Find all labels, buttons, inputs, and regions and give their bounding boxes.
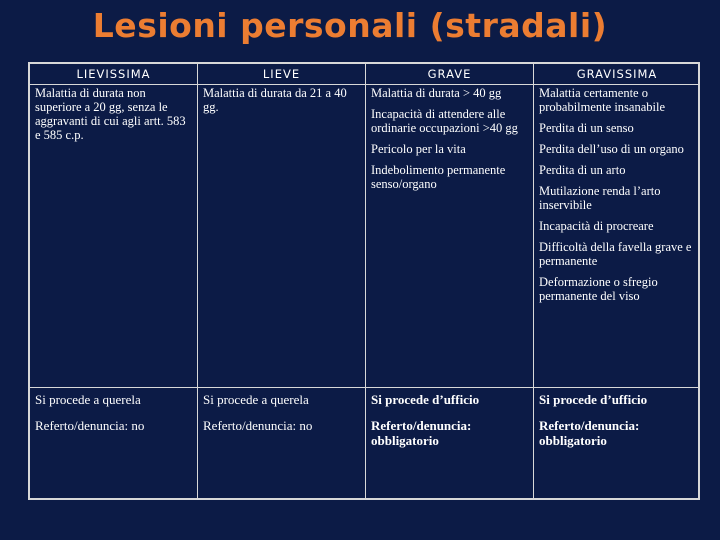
header-gravissima: GRAVISSIMA xyxy=(576,67,658,81)
referto-gravissima: Referto/denuncia: obbligatorio xyxy=(539,418,640,448)
injury-table xyxy=(28,62,700,500)
column-divider xyxy=(197,64,198,498)
lieve-text: Malattia di durata da 21 a 40 gg. xyxy=(203,86,347,114)
column-divider xyxy=(365,64,366,498)
referto-lieve: Referto/denuncia: no xyxy=(203,418,313,433)
header-lieve: LIEVE xyxy=(262,67,301,81)
grave-item: Incapacità di attendere alle ordinarie occupazioni >40 gg xyxy=(371,107,518,135)
header-lievissima: LIEVISSIMA xyxy=(76,67,151,81)
grave-item: Indebolimento permanente senso/organo xyxy=(371,163,506,191)
grave-item: Pericolo per la vita xyxy=(371,142,466,156)
gravissima-item: Difficoltà della favella grave e permanente xyxy=(539,240,692,268)
cell-lieve-desc xyxy=(203,86,360,121)
header-grave: GRAVE xyxy=(427,67,472,81)
referto-grave: Referto/denuncia: obbligatorio xyxy=(371,418,472,448)
cell-gravissima-desc xyxy=(539,86,696,310)
querela-grave: Si procede d’ufficio xyxy=(371,392,480,407)
gravissima-item: Perdita dell’uso di un organo xyxy=(539,142,684,156)
gravissima-item: Perdita di un senso xyxy=(539,121,634,135)
gravissima-item: Perdita di un arto xyxy=(539,163,626,177)
column-divider xyxy=(533,64,534,498)
body-divider xyxy=(30,387,698,388)
gravissima-item: Deformazione o sfregio permanente del viso xyxy=(539,275,658,303)
grave-item: Malattia di durata > 40 gg xyxy=(371,86,502,100)
header-divider xyxy=(30,84,698,85)
lievissima-text: Malattia di durata non superiore a 20 gg, senza le aggravanti di cui agli artt. 583 e 585 c.p. xyxy=(35,86,186,142)
cell-lievissima-desc xyxy=(35,86,192,149)
gravissima-item: Mutilazione renda l’arto inservibile xyxy=(539,184,661,212)
querela-lievissima: Si procede a querela xyxy=(35,392,141,407)
querela-lieve: Si procede a querela xyxy=(203,392,309,407)
gravissima-item: Incapacità di procreare xyxy=(539,219,654,233)
querela-gravissima: Si procede d’ufficio xyxy=(539,392,648,407)
referto-lievissima: Referto/denuncia: no xyxy=(35,418,145,433)
cell-grave-desc xyxy=(371,86,529,198)
page-title: Lesioni personali (stradali) xyxy=(92,6,608,45)
gravissima-item: Malattia certamente o probabilmente insanabile xyxy=(539,86,666,114)
